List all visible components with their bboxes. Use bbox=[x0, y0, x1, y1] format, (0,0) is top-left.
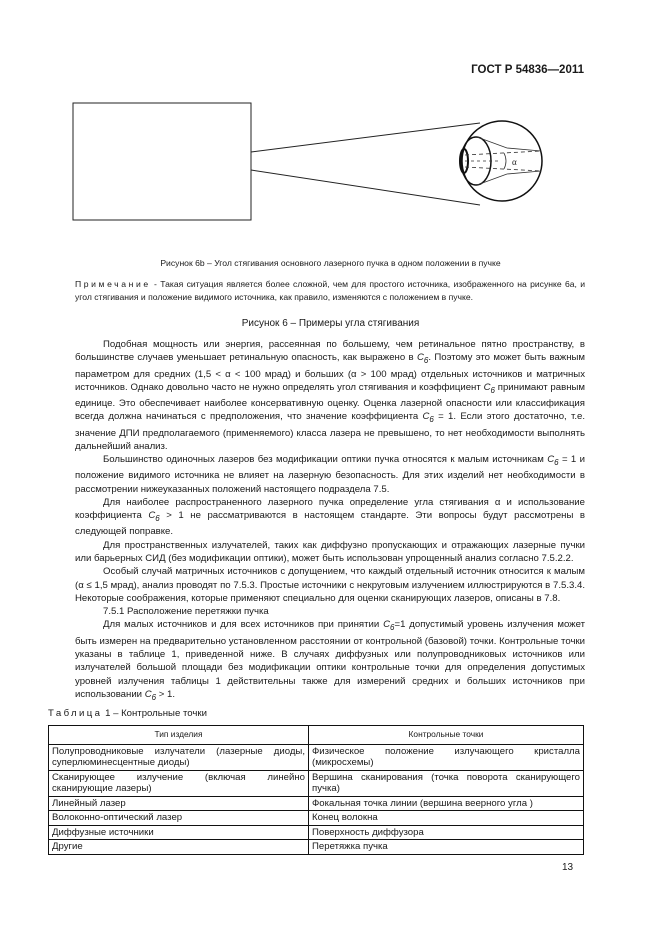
page-number: 13 bbox=[562, 862, 574, 873]
table-cell: Вершина сканирования (точка поворота сканирующего пучка) bbox=[309, 770, 584, 796]
table-header-row bbox=[49, 726, 584, 745]
paragraph: Для пространственных излучателей, таких как диффузно пропускающих и отражающих лазерные пучки или барьерных СИД (без модификации оптики), может быть использован упрощенный анализ согласно 7.5.2.2. bbox=[75, 539, 585, 564]
column-header: Тип изделия bbox=[49, 726, 309, 745]
note-label: Примечание bbox=[75, 279, 151, 289]
control-points-table bbox=[48, 725, 584, 855]
table-cell: Волоконно-оптический лазер bbox=[49, 811, 309, 826]
svg-text:α: α bbox=[512, 157, 517, 167]
paragraph: Подобная мощность или энергия, рассеянная по большему, чем ретинальное пятно пространству, в большинстве случаев уменьшает ретинальную опасность, как выражено в $C_6$. Поэтому это может быть важным параметром для средних (1,5 < α < 100 мрад) и больших (α > 100 мрад) отдельных источников и матричных источников. Однако довольно часто не нужно определять угол стягивания и коэффициент $C_6$ принимают равным единице. Это обеспечивает наиболее консервативную оценку. Оценка лазерной опасности или классификация всегда должна начинаться с предположения, что значение коэффициента $C_6 = 1$. Если этого достаточно, т.е. значение ДПИ предполагаемого (применяемого) класса лазера не превышено, то нет необходимости выполнять дальнейший анализ. bbox=[75, 339, 585, 452]
table-row bbox=[49, 770, 584, 796]
note-text: - Такая ситуация является более сложной, чем для простого источника, изображенного на рисунке 6а, и угол стягивания и положение видимого источника, как правило, изменяются с положением в пучке. bbox=[75, 279, 585, 302]
paragraph: Особый случай матричных источников с допущением, что каждый отдельный источник относится к малым (α ≤ 1,5 мрад), анализ проводят по 7.5.3. Простые источники с некруговым излучением иллюстрируются в 7.5.3.4. Некоторые соображения, которые применяют специально для оценки сканирующих лазеров, описаны в 7.8. bbox=[75, 566, 585, 604]
table-cell: Физическое положение излучающего кристалла (микросхемы) bbox=[309, 744, 584, 770]
table-cell: Поверхность диффузора bbox=[309, 825, 584, 840]
table-row bbox=[49, 840, 584, 855]
paragraph: Большинство одиночных лазеров без модификации оптики пучка относятся к малым источникам $C_6 = 1$ и положение видимого источника не влияет на лазерную безопасность. Для этих изделий нет необходимости в рассмотрении нижеуказанных положений настоящего подраздела 7.5. bbox=[75, 454, 585, 495]
body-text bbox=[75, 338, 585, 704]
table-title: Таблица 1 – Контрольные точки bbox=[48, 708, 207, 719]
table-row bbox=[49, 825, 584, 840]
table-cell: Конец волокна bbox=[309, 811, 584, 826]
table-cell: Перетяжка пучка bbox=[309, 840, 584, 855]
table-cell: Полупроводниковые излучатели (лазерные диоды, суперлюминесцентные диоды) bbox=[49, 744, 309, 770]
standard-id-header: ГОСТ Р 54836—2011 bbox=[471, 64, 584, 76]
table-row bbox=[49, 744, 584, 770]
figure-6-caption: Рисунок 6 – Примеры угла стягивания bbox=[241, 318, 420, 329]
table-cell: Другие bbox=[49, 840, 309, 855]
beam-eye-diagram-icon bbox=[60, 95, 600, 235]
column-header: Контрольные точки bbox=[309, 726, 584, 745]
section-heading-7-5-1: 7.5.1 Расположение перетяжки пучка bbox=[103, 606, 269, 618]
table-row bbox=[49, 811, 584, 826]
table-cell: Фокальная точка линии (вершина веерного угла ) bbox=[309, 796, 584, 811]
figure-6b-caption: Рисунок 6b – Угол стягивания основного лазерного пучка в одном положении в пучке bbox=[160, 258, 501, 268]
table-cell: Линейный лазер bbox=[49, 796, 309, 811]
table-cell: Диффузные источники bbox=[49, 825, 309, 840]
figure-6b-diagram bbox=[60, 95, 600, 235]
figure-note bbox=[75, 278, 585, 304]
table-cell: Сканирующее излучение (включая линейно сканирующие лазеры) bbox=[49, 770, 309, 796]
table-row bbox=[49, 796, 584, 811]
paragraph: Для наиболее распространенного лазерного пучка определение угла стягивания α и использование коэффициента $C_6 > 1$ не рассматриваются в настоящем стандарте. Эти вопросы будут рассмотрены в следующей поправке. bbox=[75, 496, 585, 538]
paragraph: Для малых источников и для всех источников при принятии $C_6=1$ допустимый уровень излучения может быть измерен на предварительно установленном расстоянии от контрольной (базовой) точки. Контрольные точки указаны в таблице 1, приведенной ниже. В случаях диффузных или полупроводниковых источников или излучателей большой площади без модификации оптики контрольные точки для определения допустимых уровней излучения таблицы 1 действительны также для измерений средних и больших источников при использовании $C_6 > 1$. bbox=[75, 619, 585, 702]
